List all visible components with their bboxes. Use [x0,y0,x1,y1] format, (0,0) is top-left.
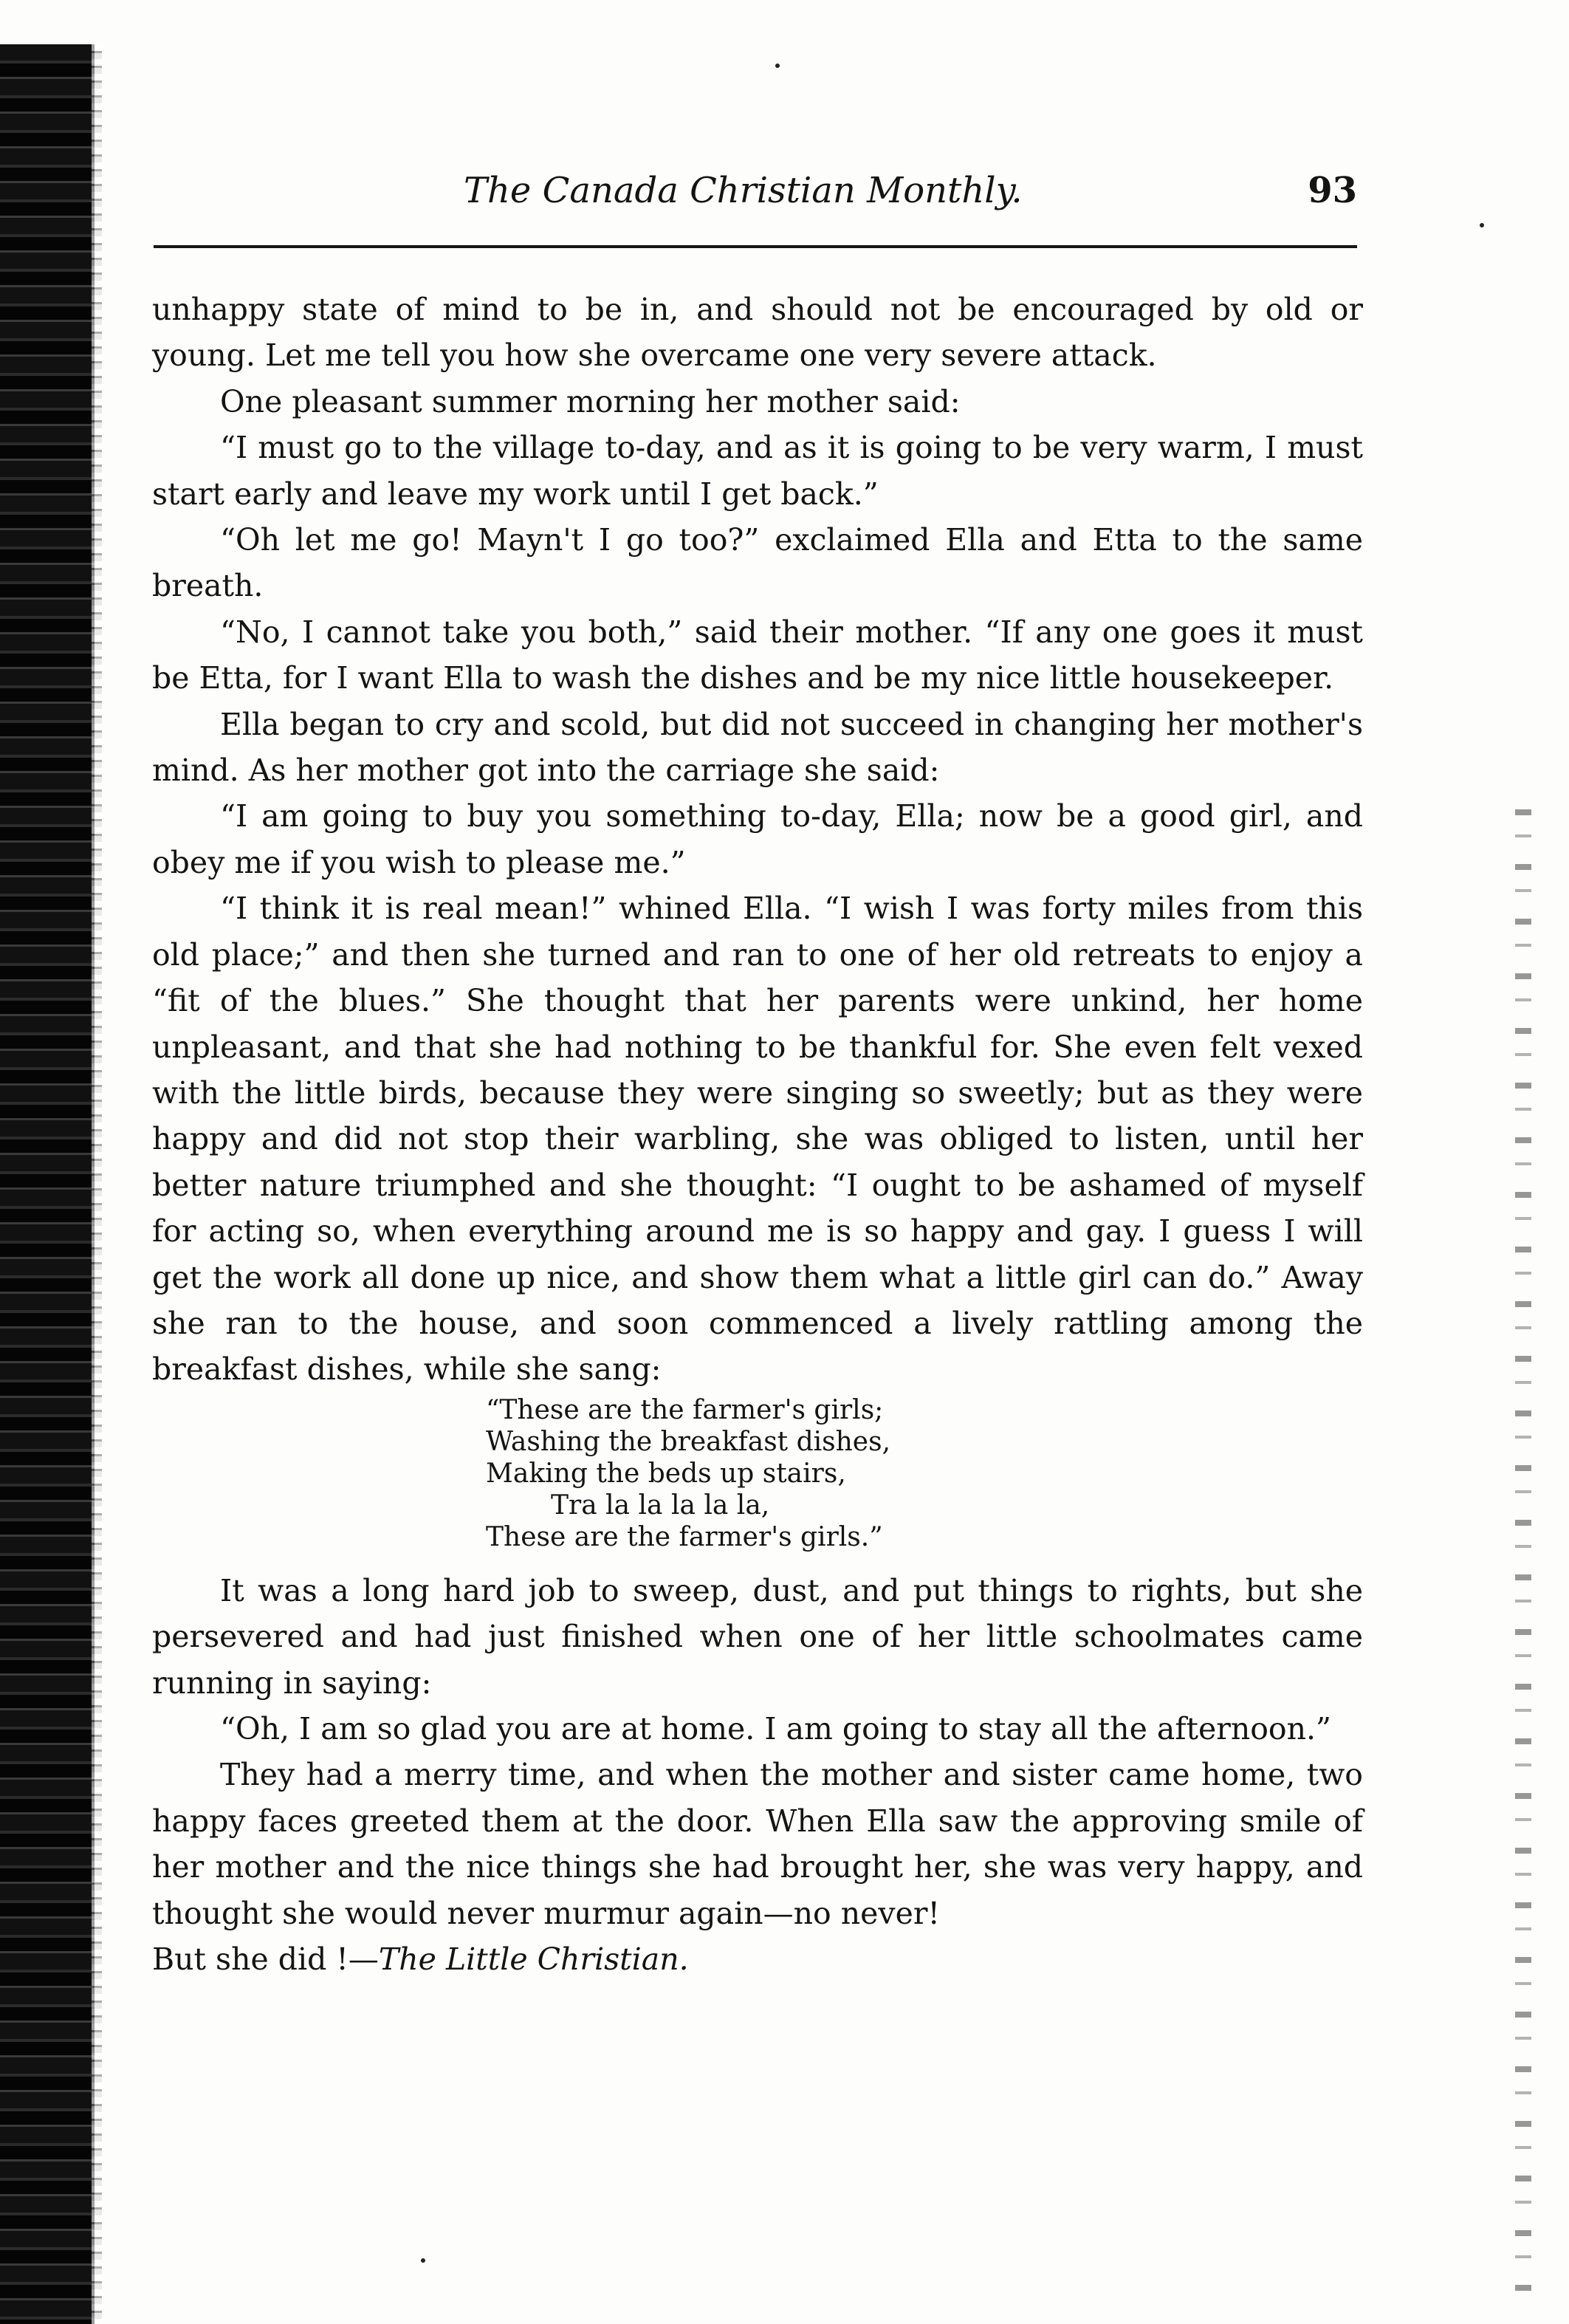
closing-text: But she did !— [152,1941,379,1977]
binding-edge [0,44,95,2324]
paragraph: “Oh let me go! Mayn't I go too?” exclaimed Ella and Etta to the same breath. [152,522,1363,604]
scan-speck [421,2258,425,2263]
paragraph: “Oh, I am so glad you are at home. I am going to stay all the afternoon.” [220,1710,1332,1747]
verse-line: Tra la la la la la, [551,1490,770,1521]
running-title: The Canada Christian Monthly. [464,170,1023,211]
paragraph: Ella began to cry and scold, but did not succeed in changing her mother's mind. As her mother got into the carriage she said: [152,706,1363,789]
scan-noise-margin [1515,783,1531,2297]
paragraph: “I think it is real mean!” whined Ella. “I wish I was forty miles from this old place;” and then she turned and ran to one of her old retreats to enjoy a “fit of the blues.” She thought that her parents were unkind, her home unpleasant, and that she had nothing to be thankful for. She even felt vexed with the little birds, because they were singing so sweetly; but as they were happy and did not stop their warbling, she was obliged to listen, until her better nature triumphed and she thought: “I ought to be ashamed of myself for acting so, when everything around me is so happy and gay. I guess I will get the work all done up nice, and show them what a little girl can do.” Away she ran to the house, and soon commenced a lively rattling among the breakfast dishes, while she sang: [152,891,1363,1388]
paragraph: One pleasant summer morning her mother said: [220,383,961,419]
verse-line: These are the farmer's girls.” [486,1521,883,1552]
scan-speck [1480,223,1484,227]
closing-line [152,1936,1363,1982]
page-header [154,167,1357,219]
paragraph: “No, I cannot take you both,” said their mother. “If any one goes it must be Etta, for I want Ella to wash the dishes and be my nice little housekeeper. [152,614,1363,696]
page-number: 93 [1308,170,1357,211]
verse-line: Making the beds up stairs, [486,1458,846,1489]
verse-line: Washing the breakfast dishes, [486,1426,891,1457]
scan-speck [775,64,780,68]
source-attribution: The Little Christian. [378,1941,689,1977]
song-verse [152,1394,1363,1553]
header-rule [154,245,1357,248]
paragraph: “I am going to buy you something to-day, Ella; now be a good girl, and obey me if you wish to please me.” [152,798,1363,880]
paragraph: It was a long hard job to sweep, dust, and put things to rights, but she persevered and had just finished when one of her little schoolmates came running in saying: [152,1572,1363,1701]
article-body [152,287,1363,1982]
paragraph: They had a merry time, and when the mother and sister came home, two happy faces greeted them at the door. When Ella saw the approving smile of her mother and the nice things she had brought her, she was very happy, and thought she would never murmur again—no never! [152,1757,1363,1931]
paragraph: unhappy state of mind to be in, and should not be encouraged by old or young. Let me tell you how she overcame one very severe attack. [152,292,1363,374]
paragraph: “I must go to the village to-day, and as it is going to be very warm, I must start early and leave my work until I get back.” [152,430,1363,512]
verse-line: “These are the farmer's girls; [486,1394,884,1425]
